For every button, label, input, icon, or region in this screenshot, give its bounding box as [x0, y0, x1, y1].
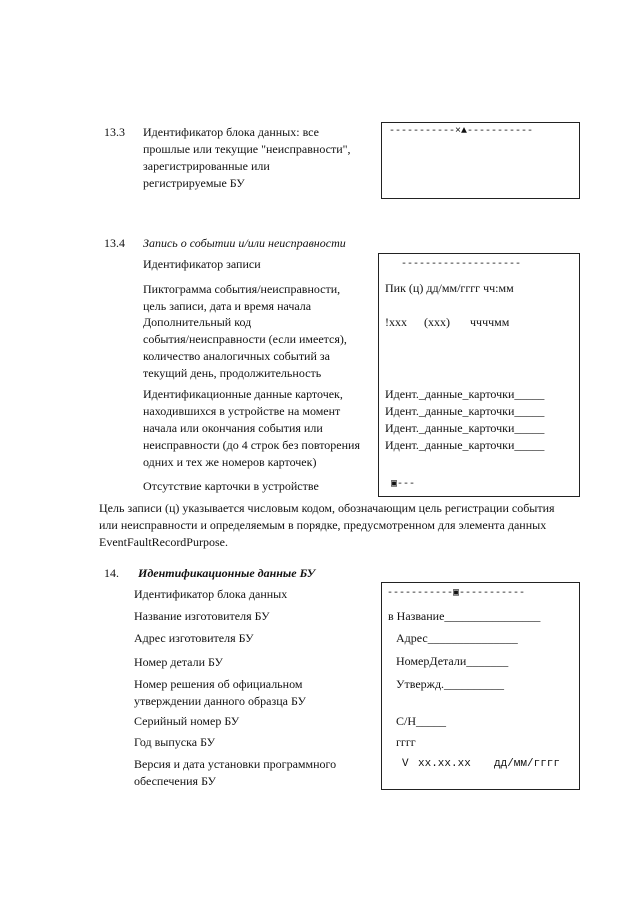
- row-event-pictogram: [143, 281, 340, 315]
- card-id-line: Идент._данные_карточки_____: [385, 438, 545, 452]
- label-line: обеспечения БУ: [134, 774, 217, 788]
- section-13-4-title: Запись о событии и/или неисправности: [143, 236, 346, 250]
- part-number-value: НомерДетали_______: [396, 654, 509, 668]
- note-line: Цель записи (ц) указывается числовым кодом, обозначающим цель регистрации события: [99, 501, 555, 515]
- label-line: Название изготовителя БУ: [134, 609, 270, 623]
- label-line: Год выпуска БУ: [134, 735, 216, 749]
- manufacturer-name-value: в Название________________: [388, 609, 541, 623]
- row-manufacturer-name: [134, 608, 270, 625]
- printout-box-13-4: [378, 253, 580, 497]
- label-line: количество аналогичных событий за: [143, 349, 330, 363]
- row-record-id: [143, 256, 261, 273]
- row-part-number: [134, 654, 223, 671]
- version-number: xx.xx.xx: [418, 758, 471, 770]
- block-id-line: -----------▣-----------: [387, 588, 526, 599]
- label-line: Отсутствие карточки в устройстве: [143, 479, 319, 493]
- card-id-line: Идент._данные_карточки_____: [385, 404, 545, 418]
- label-line: Идентификационные данные карточек,: [143, 387, 343, 401]
- label-line: Версия и дата установки программного: [134, 757, 337, 771]
- label-line: текущий день, продолжительность: [143, 366, 322, 380]
- printout-box-14: [381, 582, 580, 790]
- section-13-3-number: 13.3: [104, 125, 125, 139]
- count-value: (xxx): [424, 315, 450, 329]
- label-line: утверждении данного образца БУ: [134, 694, 306, 708]
- pictogram-line: Пик (ц) дд/мм/гггг чч:мм: [385, 281, 514, 295]
- label-line: события/неисправности (если имеется),: [143, 332, 347, 346]
- section-14-number: 14.: [104, 566, 119, 580]
- block-id-line: -----------×▲-----------: [389, 126, 534, 137]
- desc-line: зарегистрированные или: [143, 159, 270, 173]
- label-line: цель записи, дата и время начала: [143, 299, 312, 313]
- row-additional-code: [143, 314, 347, 382]
- card-id-line: Идент._данные_карточки_____: [385, 421, 545, 435]
- version-date: дд/мм/гггг: [494, 758, 561, 770]
- printout-box-13-3: [381, 122, 580, 199]
- row-no-card: [143, 478, 319, 495]
- row-approval-number: [134, 676, 306, 710]
- label-line: Номер решения об официальном: [134, 677, 303, 691]
- section-14-title: Идентификационные данные БУ: [138, 566, 316, 580]
- desc-line: регистрируемые БУ: [143, 176, 245, 190]
- label-line: Идентификатор записи: [143, 257, 261, 271]
- desc-line: Идентификатор блока данных: все: [143, 125, 319, 139]
- row-block-id: [134, 586, 287, 603]
- duration-value: ччччмм: [470, 315, 510, 329]
- code-value: !xxx: [385, 315, 407, 329]
- no-card-line: ▣---: [391, 479, 416, 490]
- label-line: Пиктограмма события/неисправности,: [143, 282, 341, 296]
- row-serial-number: [134, 713, 239, 730]
- record-id-line: --------------------: [401, 259, 522, 270]
- note-line: или неисправности и определяемым в порядке, предусмотренном для элемента данных: [99, 518, 547, 532]
- card-id-line: Идент._данные_карточки_____: [385, 387, 545, 401]
- row-manufacturer-address: [134, 630, 254, 647]
- purpose-note: [99, 500, 555, 551]
- label-line: Адрес изготовителя БУ: [134, 631, 254, 645]
- year-value: гггг: [396, 735, 416, 749]
- version-letter: V: [402, 758, 409, 770]
- label-line: начала или окончания события или: [143, 421, 323, 435]
- note-line: EventFaultRecordPurpose.: [99, 535, 228, 549]
- section-13-3-description: [143, 124, 351, 192]
- label-line: неисправности (до 4 строк без повторения: [143, 438, 360, 452]
- approval-value: Утвержд.__________: [396, 677, 505, 691]
- section-13-4-number: 13.4: [104, 236, 125, 250]
- manufacturer-address-value: Адрес_______________: [396, 631, 518, 645]
- label-line: Номер детали БУ: [134, 655, 223, 669]
- label-line: находившихся в устройстве на момент: [143, 404, 341, 418]
- label-line: Идентификатор блока данных: [134, 587, 288, 601]
- desc-line: прошлые или текущие "неисправности",: [143, 142, 351, 156]
- label-line: одних и тех же номеров карточек): [143, 455, 317, 469]
- label-line: Серийный номер БУ: [134, 714, 240, 728]
- serial-number-value: С/Н_____: [396, 714, 447, 728]
- row-software-version: [134, 756, 336, 790]
- row-card-ids: [143, 386, 360, 471]
- row-manufacture-year: [134, 734, 215, 751]
- label-line: Дополнительный код: [143, 315, 252, 329]
